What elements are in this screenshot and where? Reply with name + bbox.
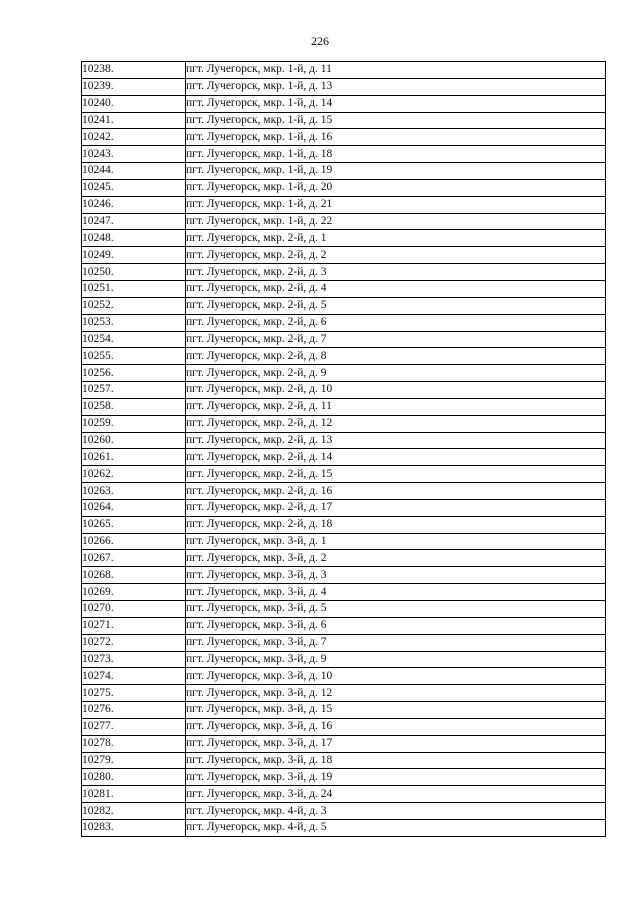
row-number: 10279. (82, 752, 186, 769)
table-row (82, 685, 606, 702)
table-row (82, 752, 606, 769)
table-row (82, 196, 606, 213)
row-address: пгт. Лучегорск, мкр. 1-й, д. 22 (186, 213, 606, 230)
row-address: пгт. Лучегорск, мкр. 1-й, д. 13 (186, 78, 606, 95)
table-row (82, 466, 606, 483)
row-number: 10239. (82, 78, 186, 95)
row-number: 10282. (82, 803, 186, 820)
row-number: 10246. (82, 196, 186, 213)
table-row (82, 718, 606, 735)
table-row (82, 651, 606, 668)
table-row (82, 550, 606, 567)
table-row (82, 129, 606, 146)
table-row (82, 280, 606, 297)
row-address: пгт. Лучегорск, мкр. 3-й, д. 5 (186, 601, 606, 618)
row-address: пгт. Лучегорск, мкр. 3-й, д. 10 (186, 668, 606, 685)
table-row (82, 803, 606, 820)
table-row (82, 382, 606, 399)
row-address: пгт. Лучегорск, мкр. 3-й, д. 19 (186, 769, 606, 786)
row-number: 10262. (82, 466, 186, 483)
row-number: 10273. (82, 651, 186, 668)
row-address: пгт. Лучегорск, мкр. 1-й, д. 14 (186, 95, 606, 112)
row-address: пгт. Лучегорск, мкр. 3-й, д. 16 (186, 718, 606, 735)
table-row (82, 112, 606, 129)
row-number: 10267. (82, 550, 186, 567)
row-number: 10247. (82, 213, 186, 230)
table-row (82, 819, 606, 836)
row-address: пгт. Лучегорск, мкр. 4-й, д. 3 (186, 803, 606, 820)
table-row (82, 146, 606, 163)
row-address: пгт. Лучегорск, мкр. 2-й, д. 9 (186, 365, 606, 382)
row-address: пгт. Лучегорск, мкр. 2-й, д. 12 (186, 415, 606, 432)
row-number: 10271. (82, 617, 186, 634)
table-row (82, 213, 606, 230)
page-number: 226 (311, 34, 329, 48)
row-address: пгт. Лучегорск, мкр. 2-й, д. 16 (186, 483, 606, 500)
table-row (82, 634, 606, 651)
row-address: пгт. Лучегорск, мкр. 2-й, д. 1 (186, 230, 606, 247)
table-row (82, 95, 606, 112)
row-address: пгт. Лучегорск, мкр. 2-й, д. 18 (186, 516, 606, 533)
row-address: пгт. Лучегорск, мкр. 2-й, д. 15 (186, 466, 606, 483)
row-address: пгт. Лучегорск, мкр. 2-й, д. 7 (186, 331, 606, 348)
row-number: 10281. (82, 786, 186, 803)
table-row (82, 62, 606, 79)
table-row (82, 365, 606, 382)
row-address: пгт. Лучегорск, мкр. 3-й, д. 1 (186, 533, 606, 550)
table-row (82, 601, 606, 618)
row-address: пгт. Лучегорск, мкр. 2-й, д. 11 (186, 398, 606, 415)
row-address: пгт. Лучегорск, мкр. 2-й, д. 4 (186, 280, 606, 297)
table-row (82, 348, 606, 365)
row-number: 10272. (82, 634, 186, 651)
row-address: пгт. Лучегорск, мкр. 3-й, д. 6 (186, 617, 606, 634)
row-number: 10254. (82, 331, 186, 348)
table-row (82, 331, 606, 348)
table-row (82, 449, 606, 466)
address-table (81, 61, 606, 837)
row-number: 10263. (82, 483, 186, 500)
row-address: пгт. Лучегорск, мкр. 3-й, д. 9 (186, 651, 606, 668)
row-number: 10276. (82, 702, 186, 719)
row-number: 10251. (82, 280, 186, 297)
row-number: 10252. (82, 297, 186, 314)
row-number: 10274. (82, 668, 186, 685)
row-number: 10244. (82, 163, 186, 180)
table-row (82, 499, 606, 516)
table-row (82, 735, 606, 752)
row-number: 10265. (82, 516, 186, 533)
table-row (82, 398, 606, 415)
row-address: пгт. Лучегорск, мкр. 1-й, д. 19 (186, 163, 606, 180)
row-number: 10255. (82, 348, 186, 365)
row-number: 10249. (82, 247, 186, 264)
row-number: 10238. (82, 62, 186, 79)
row-number: 10242. (82, 129, 186, 146)
row-address: пгт. Лучегорск, мкр. 3-й, д. 18 (186, 752, 606, 769)
row-address: пгт. Лучегорск, мкр. 1-й, д. 11 (186, 62, 606, 79)
row-address: пгт. Лучегорск, мкр. 1-й, д. 15 (186, 112, 606, 129)
row-address: пгт. Лучегорск, мкр. 3-й, д. 7 (186, 634, 606, 651)
row-number: 10258. (82, 398, 186, 415)
row-address: пгт. Лучегорск, мкр. 3-й, д. 15 (186, 702, 606, 719)
table-row (82, 230, 606, 247)
row-number: 10253. (82, 314, 186, 331)
row-address: пгт. Лучегорск, мкр. 3-й, д. 3 (186, 567, 606, 584)
row-number: 10275. (82, 685, 186, 702)
row-number: 10278. (82, 735, 186, 752)
row-number: 10264. (82, 499, 186, 516)
table-row (82, 702, 606, 719)
row-address: пгт. Лучегорск, мкр. 4-й, д. 5 (186, 819, 606, 836)
table-row (82, 78, 606, 95)
table-row (82, 584, 606, 601)
row-address: пгт. Лучегорск, мкр. 3-й, д. 17 (186, 735, 606, 752)
table-row (82, 314, 606, 331)
row-address: пгт. Лучегорск, мкр. 3-й, д. 24 (186, 786, 606, 803)
row-address: пгт. Лучегорск, мкр. 1-й, д. 21 (186, 196, 606, 213)
table-row (82, 769, 606, 786)
row-number: 10245. (82, 179, 186, 196)
table-row (82, 432, 606, 449)
row-number: 10280. (82, 769, 186, 786)
row-number: 10260. (82, 432, 186, 449)
row-number: 10283. (82, 819, 186, 836)
table-row (82, 668, 606, 685)
row-address: пгт. Лучегорск, мкр. 2-й, д. 10 (186, 382, 606, 399)
table-row (82, 179, 606, 196)
row-address: пгт. Лучегорск, мкр. 1-й, д. 16 (186, 129, 606, 146)
row-number: 10257. (82, 382, 186, 399)
row-address: пгт. Лучегорск, мкр. 1-й, д. 18 (186, 146, 606, 163)
table-row (82, 617, 606, 634)
row-address: пгт. Лучегорск, мкр. 2-й, д. 3 (186, 264, 606, 281)
table-row (82, 483, 606, 500)
row-number: 10240. (82, 95, 186, 112)
table-row (82, 786, 606, 803)
row-address: пгт. Лучегорск, мкр. 3-й, д. 4 (186, 584, 606, 601)
row-address: пгт. Лучегорск, мкр. 2-й, д. 5 (186, 297, 606, 314)
row-number: 10259. (82, 415, 186, 432)
row-address: пгт. Лучегорск, мкр. 3-й, д. 2 (186, 550, 606, 567)
table-row (82, 247, 606, 264)
row-number: 10243. (82, 146, 186, 163)
row-address: пгт. Лучегорск, мкр. 3-й, д. 12 (186, 685, 606, 702)
row-number: 10261. (82, 449, 186, 466)
row-number: 10266. (82, 533, 186, 550)
table-row (82, 415, 606, 432)
row-number: 10250. (82, 264, 186, 281)
row-number: 10241. (82, 112, 186, 129)
row-number: 10268. (82, 567, 186, 584)
row-address: пгт. Лучегорск, мкр. 2-й, д. 14 (186, 449, 606, 466)
row-address: пгт. Лучегорск, мкр. 2-й, д. 8 (186, 348, 606, 365)
row-number: 10256. (82, 365, 186, 382)
row-address: пгт. Лучегорск, мкр. 2-й, д. 6 (186, 314, 606, 331)
table-row (82, 297, 606, 314)
row-number: 10269. (82, 584, 186, 601)
row-address: пгт. Лучегорск, мкр. 2-й, д. 17 (186, 499, 606, 516)
row-number: 10277. (82, 718, 186, 735)
table-row (82, 163, 606, 180)
row-address: пгт. Лучегорск, мкр. 1-й, д. 20 (186, 179, 606, 196)
address-table-body (82, 62, 606, 837)
row-address: пгт. Лучегорск, мкр. 2-й, д. 13 (186, 432, 606, 449)
row-number: 10270. (82, 601, 186, 618)
table-row (82, 516, 606, 533)
table-row (82, 264, 606, 281)
row-number: 10248. (82, 230, 186, 247)
table-row (82, 567, 606, 584)
row-address: пгт. Лучегорск, мкр. 2-й, д. 2 (186, 247, 606, 264)
table-row (82, 533, 606, 550)
